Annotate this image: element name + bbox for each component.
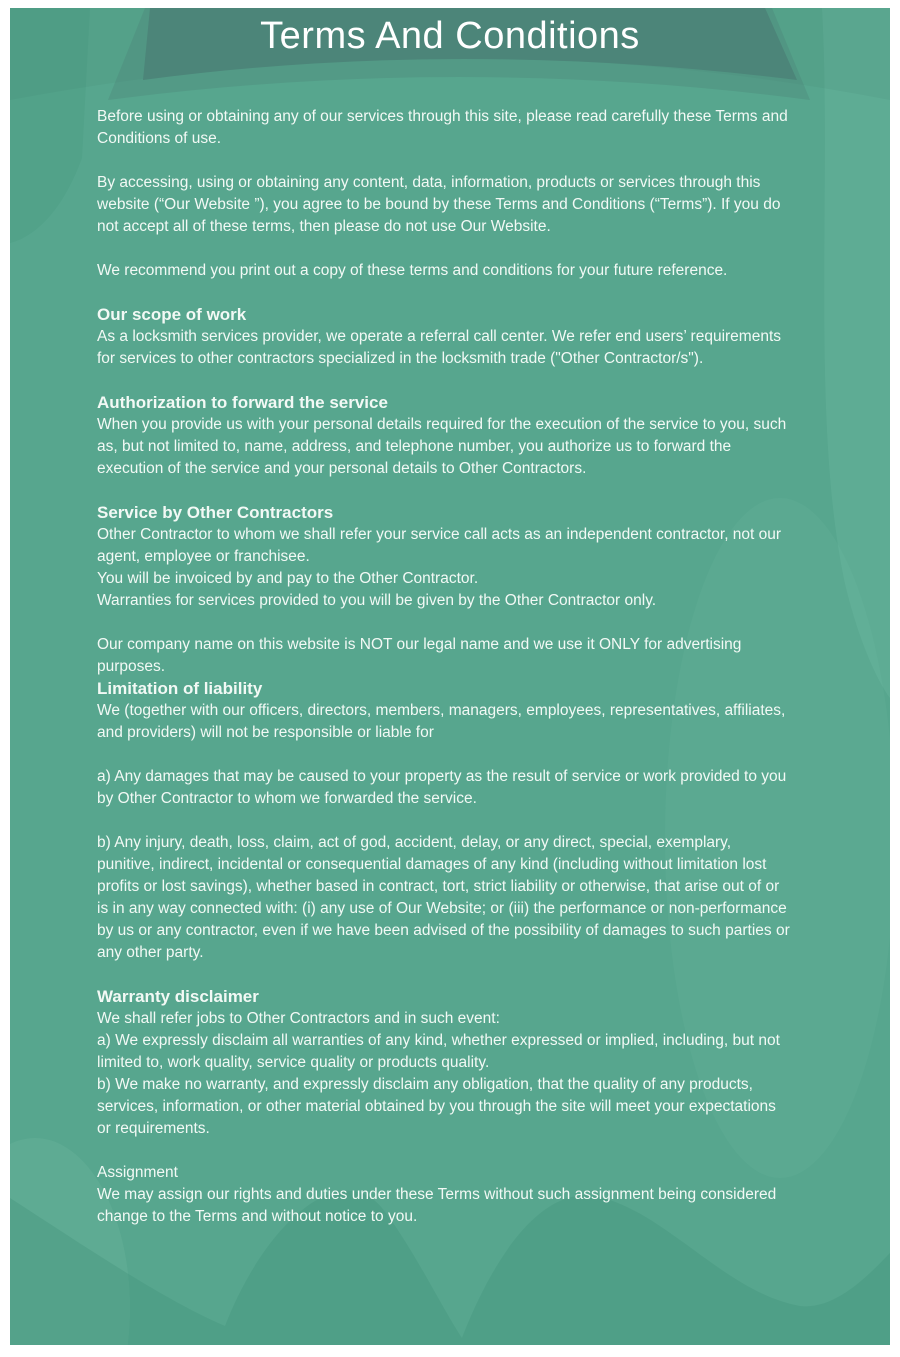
section-heading: Service by Other Contractors xyxy=(97,503,334,522)
spacer xyxy=(97,744,791,766)
paragraph: When you provide us with your personal details required for the execution of the service to you, such as, but not limited to, name, address, and telephone number, you authorize us to forward the execution of the service and your personal details to Other Contractors. xyxy=(97,416,787,477)
paragraph: b) We make no warranty, and expressly disclaim any obligation, that the quality of any products, services, information, or other material obtained by you through the site will meet your expectations or requirements. xyxy=(97,1076,776,1137)
spacer xyxy=(97,810,791,832)
spacer xyxy=(97,1140,791,1162)
paragraph: By accessing, using or obtaining any content, data, information, products or services through this website (“Our Website ”), you agree to be bound by these Terms and Conditions (“Terms”). If you do not accept all of these terms, then please do not use Our Website. xyxy=(97,174,781,235)
page-title: Terms And Conditions xyxy=(260,15,640,57)
paragraph: Warranties for services provided to you will be given by the Other Contractor only. xyxy=(97,592,657,609)
spacer xyxy=(97,480,791,502)
spacer xyxy=(97,238,791,260)
paragraph: We shall refer jobs to Other Contractors and in such event: xyxy=(97,1010,500,1027)
paragraph: We may assign our rights and duties under these Terms without such assignment being considered change to the Terms and without notice to you. xyxy=(97,1186,777,1225)
spacer xyxy=(97,282,791,304)
spacer xyxy=(97,612,791,634)
spacer xyxy=(97,150,791,172)
paragraph: Assignment xyxy=(97,1164,178,1181)
terms-panel xyxy=(10,8,890,1345)
paragraph: a) We expressly disclaim all warranties of any kind, whether expressed or implied, including, but not limited to, work quality, service quality or products quality. xyxy=(97,1032,780,1071)
section-heading: Our scope of work xyxy=(97,305,247,324)
section-heading: Authorization to forward the service xyxy=(97,393,388,412)
paragraph: As a locksmith services provider, we operate a referral call center. We refer end users’ requirements for services to other contractors specialized in the locksmith trade ("Other Contractor/s"). xyxy=(97,328,782,367)
paragraph: You will be invoiced by and pay to the Other Contractor. xyxy=(97,570,479,587)
section-heading: Limitation of liability xyxy=(97,679,263,698)
paragraph: b) Any injury, death, loss, claim, act of god, accident, delay, or any direct, special, exemplary, punitive, indirect, incidental or consequential damages of any kind (including without limitation lost profits or lost savings), whether based in contract, tort, strict liability or otherwise, that arise out of or is in any way connected with: (i) any use of Our Website; or (iii) the performance or non-performance by us or any contractor, even if we have been advised of the possibility of damages to such parties or any other party. xyxy=(97,834,790,961)
paragraph: a) Any damages that may be caused to your property as the result of service or work provided to you by Other Contractor to whom we forwarded the service. xyxy=(97,768,787,807)
spacer xyxy=(97,964,791,986)
section-heading: Warranty disclaimer xyxy=(97,987,259,1006)
terms-content xyxy=(97,106,791,1228)
paragraph: Our company name on this website is NOT our legal name and we use it ONLY for advertising purposes. xyxy=(97,636,742,675)
paragraph: We recommend you print out a copy of these terms and conditions for your future reference. xyxy=(97,262,728,279)
spacer xyxy=(97,370,791,392)
paragraph: Before using or obtaining any of our services through this site, please read carefully these Terms and Conditions of use. xyxy=(97,108,788,147)
paragraph: Other Contractor to whom we shall refer your service call acts as an independent contractor, not our agent, employee or franchisee. xyxy=(97,526,782,565)
paragraph: We (together with our officers, directors, members, managers, employees, representatives, affiliates, and providers) will not be responsible or liable for xyxy=(97,702,786,741)
